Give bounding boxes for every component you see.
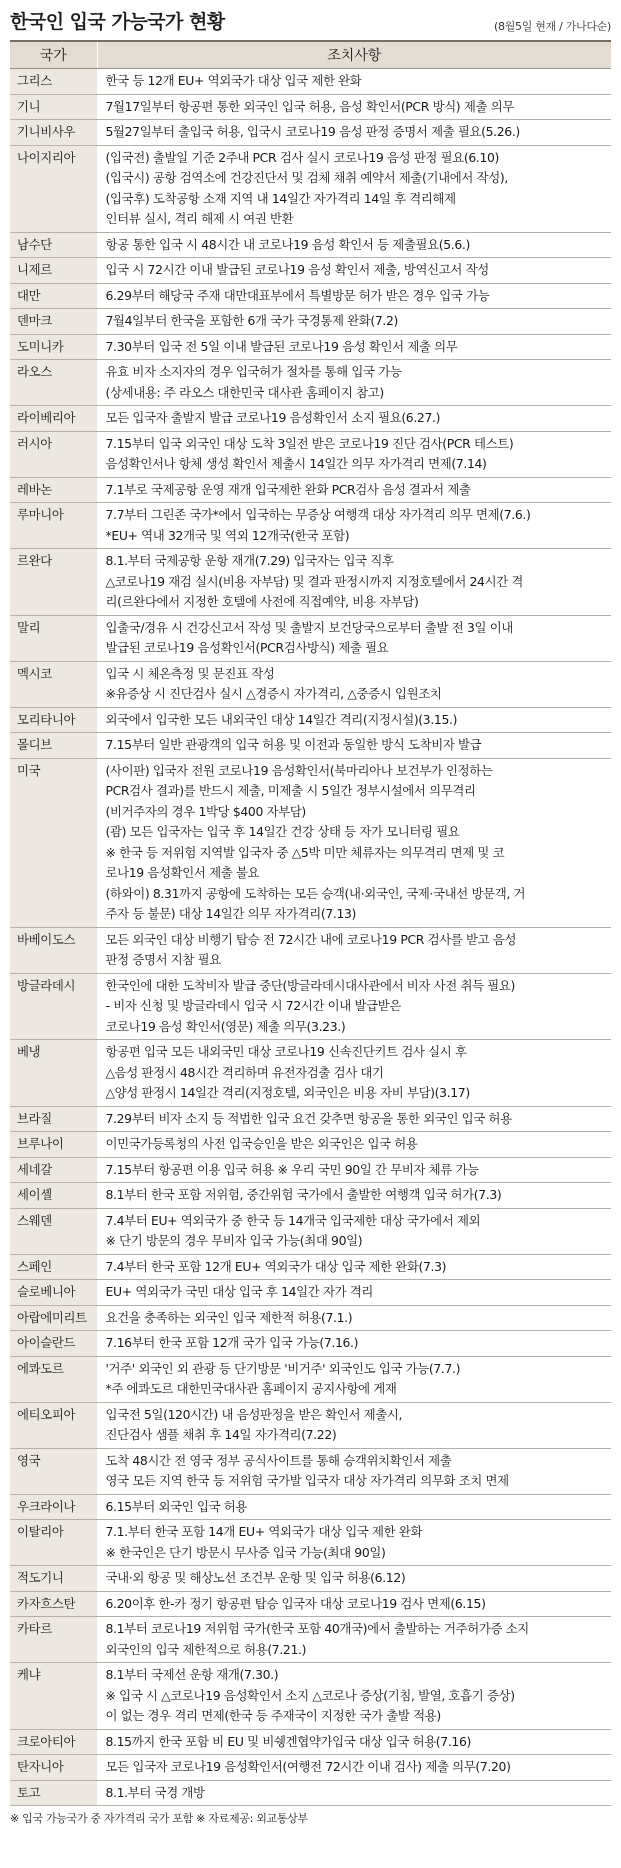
measure-cell xyxy=(97,549,611,616)
measure-cell xyxy=(97,283,611,309)
measure-line: 7월17일부터 항공편 통한 외국인 입국 허용, 음성 확인서(PCR 방식) 제출 의무 xyxy=(105,98,514,114)
measure-cell xyxy=(97,69,611,95)
measure-cell xyxy=(97,1448,611,1494)
measure-line: '거주' 외국인 외 관광 등 단기방문 '비거주' 외국인도 입국 가능(7.7.) xyxy=(105,1360,461,1376)
country-cell: 에콰도르 xyxy=(10,1356,97,1402)
measure-line: ※유증상 시 진단검사 실시 △경증시 자가격리, △중증시 입원조치 xyxy=(105,686,442,701)
measure-line: 음성확인서나 항체 생성 확인서 제출시 14일간 의무 자가격리 면제(7.14) xyxy=(105,456,487,471)
measure-line: 6.15부터 외국인 입국 허용 xyxy=(105,1498,248,1514)
measure-cell xyxy=(97,1132,611,1158)
table-row xyxy=(10,973,611,1040)
table-row xyxy=(10,1663,611,1730)
measure-cell xyxy=(97,309,611,335)
table-row xyxy=(10,431,611,477)
country-cell: 세네갈 xyxy=(10,1157,97,1183)
country-cell: 아랍에미리트 xyxy=(10,1305,97,1331)
table-row xyxy=(10,1280,611,1306)
measure-cell xyxy=(97,360,611,406)
country-cell: 영국 xyxy=(10,1448,97,1494)
country-cell: 적도기니 xyxy=(10,1566,97,1592)
measure-line: 주자 등 불문) 대상 14일간 의무 자가격리(7.13) xyxy=(105,906,357,921)
table-row xyxy=(10,707,611,733)
country-cell: 대만 xyxy=(10,283,97,309)
measure-line: 발급된 코로나19 음성확인서(PCR검사방식) 제출 필요 xyxy=(105,640,389,655)
measure-cell xyxy=(97,1780,611,1806)
measure-cell xyxy=(97,94,611,120)
measure-cell xyxy=(97,707,611,733)
column-header-country: 국가 xyxy=(10,41,97,69)
measure-line: 판정 증명서 지참 필요 xyxy=(105,952,221,967)
country-cell: 방글라데시 xyxy=(10,973,97,1040)
table-row xyxy=(10,1566,611,1592)
country-cell: 이탈리아 xyxy=(10,1520,97,1566)
measure-line: 8.15까지 한국 포함 비 EU 및 비쉥겐협약가입국 대상 입국 허용(7.16) xyxy=(105,1733,471,1749)
measure-line: 모든 입국자 코로나19 음성확인서(여행전 72시간 이내 검사) 제출 의무(7.20) xyxy=(105,1759,511,1774)
table-row xyxy=(10,1780,611,1806)
table-row xyxy=(10,1132,611,1158)
measure-cell xyxy=(97,1494,611,1520)
measure-line: 한국인에 대한 도착비자 발급 중단(방글라데시대사관에서 비자 사전 취득 필요) xyxy=(105,977,515,993)
measure-line: (괌) 모든 입국자는 입국 후 14일간 건강 상태 등 자가 모니터링 필요 xyxy=(105,824,460,839)
country-cell: 라이베리아 xyxy=(10,406,97,432)
table-row xyxy=(10,1617,611,1663)
measure-line: ※ 한국 등 저위험 지역발 입국자 중 △5박 미만 체류자는 의무격리 면제 및 코 xyxy=(105,844,505,860)
country-cell: 베냉 xyxy=(10,1040,97,1107)
table-row xyxy=(10,1040,611,1107)
measure-line: - 비자 신청 및 방글라데시 입국 시 72시간 이내 발급받은 xyxy=(105,998,401,1013)
country-cell: 미국 xyxy=(10,758,97,927)
country-cell: 도미니카 xyxy=(10,334,97,360)
country-cell: 에티오피아 xyxy=(10,1402,97,1448)
measure-cell xyxy=(97,431,611,477)
measure-line: ※ 한국인은 단기 방문시 무사증 입국 가능(최대 90일) xyxy=(105,1544,386,1560)
measure-line: 8.1.부터 국경 개방 xyxy=(105,1784,205,1800)
table-row xyxy=(10,406,611,432)
country-cell: 탄자니아 xyxy=(10,1755,97,1781)
measure-cell xyxy=(97,927,611,973)
table-row xyxy=(10,927,611,973)
measure-line: 7.30부터 입국 전 5일 이내 발급된 코로나19 음성 확인서 제출 의무 xyxy=(105,338,458,354)
measure-line: 입국 시 체온측정 및 문진표 작성 xyxy=(105,665,275,681)
measure-line: 인터뷰 실시, 격리 해제 시 여권 반환 xyxy=(105,211,294,226)
country-cell: 나이지리아 xyxy=(10,145,97,232)
measure-cell xyxy=(97,1591,611,1617)
measure-line: 외국인의 입국 제한적으로 허용(7.21.) xyxy=(105,1641,307,1657)
table-row xyxy=(10,615,611,661)
table-row xyxy=(10,1591,611,1617)
measure-line: *주 에콰도르 대한민국대사관 홈페이지 공지사항에 게재 xyxy=(105,1381,397,1396)
table-row xyxy=(10,1729,611,1755)
country-cell: 아이슬란드 xyxy=(10,1331,97,1357)
measure-line: (하와이) 8.31까지 공항에 도착하는 모든 승객(내·외국인, 국제·국내선 방문객, 거 xyxy=(105,885,526,901)
measure-cell xyxy=(97,1254,611,1280)
table-row xyxy=(10,477,611,503)
measure-cell xyxy=(97,1755,611,1781)
measure-line: *EU+ 역내 32개국 및 역외 12개국(한국 포함) xyxy=(105,527,350,543)
measure-line: 8.1.부터 국제공항 운항 재개(7.29) 입국자는 입국 직후 xyxy=(105,553,394,568)
table-row xyxy=(10,69,611,95)
measure-line: ※ 단기 방문의 경우 무비자 입국 가능(최대 90일) xyxy=(105,1233,363,1248)
measure-line: 입출국/경유 시 건강신고서 작성 및 출발지 보건당국으로부터 출발 전 3일 이내 xyxy=(105,619,513,635)
measure-cell xyxy=(97,1566,611,1592)
measure-line: (입국전) 출발일 기준 2주내 PCR 검사 실시 코로나19 음성 판정 필요(6.10) xyxy=(105,149,500,165)
measure-line: 리(르완다에서 지정한 호텔에 사전에 직접예약, 비용 자부담) xyxy=(105,594,419,609)
measure-line: PCR검사 결과)를 반드시 제출, 미제출 시 5일간 정부시설에서 의무격리 xyxy=(105,783,476,798)
measure-cell xyxy=(97,733,611,759)
table-row xyxy=(10,503,611,549)
header xyxy=(10,0,611,40)
measure-line: 7.4부터 EU+ 역외국가 중 한국 등 14개국 입국제한 대상 국가에서 제외 xyxy=(105,1212,481,1228)
measure-line: 모든 입국자 출발지 발급 코로나19 음성확인서 소지 필요(6.27.) xyxy=(105,410,441,425)
country-cell: 몰디브 xyxy=(10,733,97,759)
country-cell: 스페인 xyxy=(10,1254,97,1280)
measure-cell xyxy=(97,615,611,661)
measure-cell xyxy=(97,1663,611,1730)
table-body xyxy=(10,69,611,1806)
measure-cell xyxy=(97,1305,611,1331)
country-cell: 말리 xyxy=(10,615,97,661)
measure-line: 요건을 충족하는 외국인 입국 제한적 허용(7.1.) xyxy=(105,1309,353,1325)
measure-line: 8.1부터 국제선 운항 재개(7.30.) xyxy=(105,1667,279,1682)
measure-cell xyxy=(97,145,611,232)
country-cell: 기니 xyxy=(10,94,97,120)
measure-cell xyxy=(97,661,611,707)
measure-cell xyxy=(97,1356,611,1402)
table-row xyxy=(10,232,611,258)
country-cell: 스웨덴 xyxy=(10,1208,97,1254)
measure-line: 7.29부터 비자 소지 등 적법한 입국 요건 갖추면 항공을 통한 외국인 입국 허용 xyxy=(105,1110,512,1126)
country-cell: 르완다 xyxy=(10,549,97,616)
table-row xyxy=(10,1402,611,1448)
table-row xyxy=(10,1106,611,1132)
measure-line: 7.15부터 일반 관광객의 입국 허용 및 이전과 동일한 방식 도착비자 발급 xyxy=(105,737,482,752)
measure-cell xyxy=(97,1520,611,1566)
measure-line: 7.1.부터 한국 포함 14개 EU+ 역외국가 대상 입국 제한 완화 xyxy=(105,1524,423,1539)
country-cell: 모리타니아 xyxy=(10,707,97,733)
measure-line: 7.15부터 입국 외국인 대상 도착 3일전 받은 코로나19 진단 검사(PCR 테스트) xyxy=(105,435,514,451)
measure-cell xyxy=(97,758,611,927)
measure-line: 6.20이후 한-카 정기 항공편 탑승 입국자 대상 코로나19 검사 면제(6.15) xyxy=(105,1595,486,1611)
measure-line: 7.1부로 국제공항 운영 재개 입국제한 완화 PCR검사 음성 결과서 제출 xyxy=(105,481,471,497)
page-title: 한국인 입국 가능국가 현황 xyxy=(10,11,225,33)
country-cell: 크로아티아 xyxy=(10,1729,97,1755)
column-header-measures: 조치사항 xyxy=(97,41,611,69)
table-row xyxy=(10,258,611,284)
measure-line: 항공 통한 입국 시 48시간 내 코로나19 음성 확인서 등 제출필요(5.6.) xyxy=(105,236,470,252)
table-row xyxy=(10,1755,611,1781)
measure-cell xyxy=(97,120,611,146)
table-row xyxy=(10,1520,611,1566)
country-cell: 기니비사우 xyxy=(10,120,97,146)
country-cell: 브라질 xyxy=(10,1106,97,1132)
table-row xyxy=(10,145,611,232)
measure-cell xyxy=(97,1729,611,1755)
table-row xyxy=(10,1183,611,1209)
measure-line: (입국후) 도착공항 소재 지역 내 14일간 자가격리 14일 후 격리해제 xyxy=(105,190,456,206)
measure-line: 이 없는 경우 격리 면제(한국 등 주재국이 지정한 국가 출발 적용) xyxy=(105,1708,441,1723)
measure-cell xyxy=(97,503,611,549)
measure-line: (사이판) 입국자 전원 코로나19 음성확인서(북마리아나 보건부가 인정하는 xyxy=(105,762,493,778)
measure-cell xyxy=(97,406,611,432)
measure-line: 7.4부터 한국 포함 12개 EU+ 역외국가 대상 입국 제한 완화(7.3) xyxy=(105,1258,447,1274)
measure-line: 코로나19 음성 확인서(영문) 제출 의무(3.23.) xyxy=(105,1018,346,1034)
measure-line: 외국에서 입국한 모든 내외국인 대상 14일간 격리(지정시설)(3.15.) xyxy=(105,711,458,727)
country-cell: 브루나이 xyxy=(10,1132,97,1158)
table-row xyxy=(10,1254,611,1280)
country-cell: 라오스 xyxy=(10,360,97,406)
country-cell: 덴마크 xyxy=(10,309,97,335)
measure-cell xyxy=(97,1331,611,1357)
measure-line: △음성 판정시 48시간 격리하며 유전자검출 검사 대기 xyxy=(105,1064,384,1080)
measure-line: 국내·외 항공 및 해상노선 조건부 운항 및 입국 허용(6.12) xyxy=(105,1570,406,1585)
table-row xyxy=(10,733,611,759)
country-cell: 세이셸 xyxy=(10,1183,97,1209)
measure-line: 입국 시 72시간 이내 발급된 코로나19 음성 확인서 제출, 방역신고서 작성 xyxy=(105,262,489,277)
table-header-row xyxy=(10,41,611,69)
table-row xyxy=(10,360,611,406)
measure-cell xyxy=(97,973,611,1040)
measure-line: 7월4일부터 한국을 포함한 6개 국가 국경통제 완화(7.2) xyxy=(105,313,399,328)
measure-line: 한국 등 12개 EU+ 역외국가 대상 입국 제한 완화 xyxy=(105,73,362,88)
country-cell: 우크라이나 xyxy=(10,1494,97,1520)
measure-line: 항공편 입국 모든 내외국민 대상 코로나19 신속진단키트 검사 실시 후 xyxy=(105,1044,467,1059)
measure-cell xyxy=(97,1157,611,1183)
measure-line: 7.16부터 한국 포함 12개 국가 입국 가능(7.16.) xyxy=(105,1335,359,1350)
measure-line: 8.1부터 코로나19 저위험 국가(한국 포함 40개국)에서 출발하는 거주허가증 소지 xyxy=(105,1621,529,1636)
table-row xyxy=(10,549,611,616)
measure-line: ※ 입국 시 △코로나19 음성확인서 소지 △코로나 증상(기침, 발열, 호흡기 증상) xyxy=(105,1687,515,1703)
measure-line: 모든 외국인 대상 비행기 탑승 전 72시간 내에 코로나19 PCR 검사를 받고 음성 xyxy=(105,931,517,947)
table-row xyxy=(10,1305,611,1331)
measure-cell xyxy=(97,1106,611,1132)
measure-cell xyxy=(97,232,611,258)
country-cell: 카자흐스탄 xyxy=(10,1591,97,1617)
table-row xyxy=(10,1331,611,1357)
country-cell: 슬로베니아 xyxy=(10,1280,97,1306)
table-row xyxy=(10,1494,611,1520)
table-row xyxy=(10,334,611,360)
measure-line: △양성 판정시 14일간 격리(지정호텔, 외국인은 비용 자비 부담)(3.17) xyxy=(105,1085,470,1100)
table-row xyxy=(10,1208,611,1254)
country-cell: 멕시코 xyxy=(10,661,97,707)
measure-line: 진단검사 샘플 채취 후 14일 자가격리(7.22) xyxy=(105,1427,337,1442)
measure-line: (비거주자의 경우 1박당 $400 자부담) xyxy=(105,803,306,819)
measure-line: 7.7부터 그린존 국가*에서 입국하는 무증상 여행객 대상 자가격리 의무 면제(7.6.) xyxy=(105,507,531,522)
measure-line: 영국 모든 지역 한국 등 저위험 국가발 입국자 대상 자가격리 의무화 조치 면제 xyxy=(105,1473,509,1488)
measure-cell xyxy=(97,1183,611,1209)
entry-table xyxy=(10,40,611,1806)
date-note: (8월5일 현재 / 가나다순) xyxy=(494,20,611,33)
table-row xyxy=(10,758,611,927)
country-cell: 바베이도스 xyxy=(10,927,97,973)
country-cell: 그리스 xyxy=(10,69,97,95)
footer-note: ※ 입국 가능국가 중 자가격리 국가 포함 ※ 자료제공: 외교통상부 xyxy=(10,1812,308,1825)
measure-line: 유효 비자 소지자의 경우 입국허가 절차를 통해 입국 가능 xyxy=(105,364,402,379)
measure-line: 7.15부터 항공편 이용 입국 허용 ※ 우리 국민 90일 간 무비자 체류 가능 xyxy=(105,1161,479,1177)
measure-line: EU+ 역외국가 국민 대상 입국 후 14일간 자가 격리 xyxy=(105,1284,374,1299)
country-cell: 러시아 xyxy=(10,431,97,477)
country-cell: 카타르 xyxy=(10,1617,97,1663)
country-cell: 레바논 xyxy=(10,477,97,503)
country-cell: 남수단 xyxy=(10,232,97,258)
country-cell: 니제르 xyxy=(10,258,97,284)
measure-line: 도착 48시간 전 영국 정부 공식사이트를 통해 승객위치확인서 제출 xyxy=(105,1452,452,1468)
measure-cell xyxy=(97,1280,611,1306)
measure-line: 8.1부터 한국 포함 저위험, 중간위험 국가에서 출발한 여행객 입국 허가(7.3) xyxy=(105,1187,502,1202)
measure-line: (입국시) 공항 검역소에 건강진단서 및 검체 채취 예약서 제출(기내에서 작성), xyxy=(105,170,508,185)
measure-line: 로나19 음성확인서 제출 불요 xyxy=(105,865,260,880)
measure-cell xyxy=(97,334,611,360)
table-row xyxy=(10,1157,611,1183)
country-cell: 루마니아 xyxy=(10,503,97,549)
table-row xyxy=(10,309,611,335)
table-row xyxy=(10,1356,611,1402)
measure-line: 입국전 5일(120시간) 내 음성판정을 받은 확인서 제출시, xyxy=(105,1406,403,1422)
measure-cell xyxy=(97,1040,611,1107)
country-cell: 케냐 xyxy=(10,1663,97,1730)
measure-line: (상세내용: 주 라오스 대한민국 대사관 홈페이지 참고) xyxy=(105,384,384,400)
table-row xyxy=(10,1448,611,1494)
measure-cell xyxy=(97,1208,611,1254)
measure-cell xyxy=(97,258,611,284)
table-row xyxy=(10,120,611,146)
measure-cell xyxy=(97,1402,611,1448)
measure-line: △코로나19 재검 실시(비용 자부담) 및 결과 판정시까지 지정호텔에서 24시간 격 xyxy=(105,573,524,589)
table-row xyxy=(10,283,611,309)
measure-cell xyxy=(97,1617,611,1663)
table-row xyxy=(10,661,611,707)
table-row xyxy=(10,94,611,120)
measure-cell xyxy=(97,477,611,503)
country-cell: 토고 xyxy=(10,1780,97,1806)
measure-line: 5월27일부터 출입국 허용, 입국시 코로나19 음성 판정 증명서 제출 필요(5.26.) xyxy=(105,124,520,139)
measure-line: 이민국가등록청의 사전 입국승인을 받은 외국인은 입국 허용 xyxy=(105,1136,418,1151)
measure-line: 6.29부터 해당국 주재 대만대표부에서 특별방문 허가 받은 경우 입국 가능 xyxy=(105,287,490,303)
